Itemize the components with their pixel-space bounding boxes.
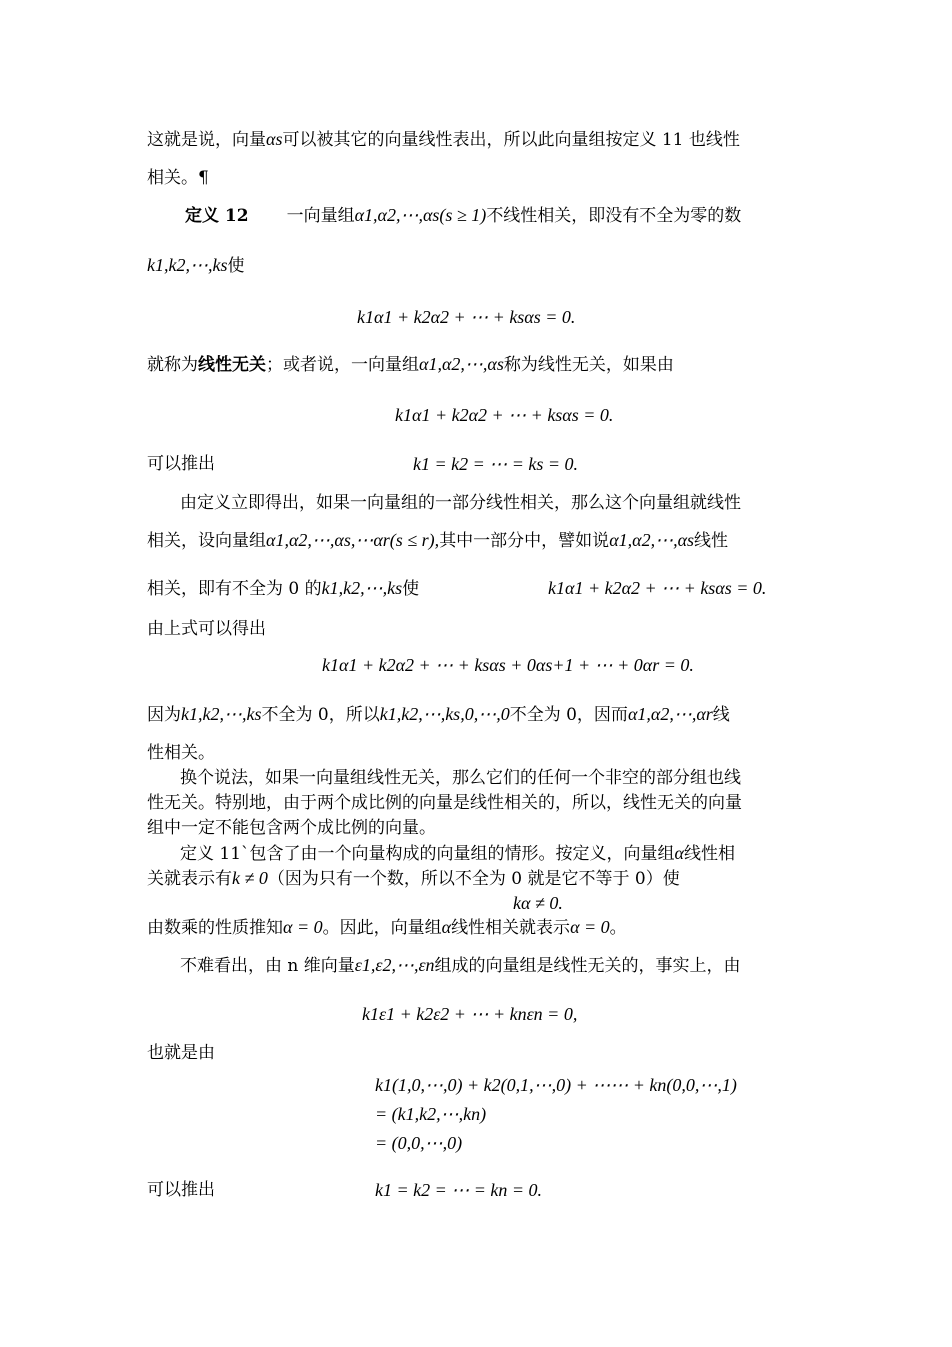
equation-7-line-1: k1(1,0,⋯,0) + k2(0,1,⋯,0) + ⋯⋯ + kn(0,0,⋯,1) xyxy=(375,1075,737,1095)
para-2-line-6: 性相关。 xyxy=(147,743,215,763)
para-2-line-5: 因为k1,k2,⋯,ks不全为 0，所以k1,k2,⋯,ks,0,⋯,0不全为 0，因而α1,α2,⋯,αr线 xyxy=(147,704,730,725)
line-deduce-1: 可以推出 xyxy=(147,454,215,474)
para-5-line-2: 也就是由 xyxy=(147,1043,215,1063)
equation-8: k1 = k2 = ⋯ = kn = 0. xyxy=(375,1180,543,1200)
definition-label: 定义 12 xyxy=(185,206,249,226)
line-linear-independent: 就称为线性无关；或者说，一向量组α1,α2,⋯,αs称为线性无关，如果由 xyxy=(147,354,674,375)
equation-6: k1ε1 + k2ε2 + ⋯ + knεn = 0, xyxy=(362,1004,578,1024)
para-2-line-3: 相关，即有不全为 0 的k1,k2,⋯,ks使 xyxy=(147,578,420,599)
para-2-line-1: 由定义立即得出，如果一向量组的一部分线性相关，那么这个向量组就线性 xyxy=(180,493,741,513)
term-linear-independent: 线性无关 xyxy=(198,355,266,375)
equation-7-line-3: = (0,0,⋯,0) xyxy=(375,1133,463,1153)
equation-inline-dependent: k1α1 + k2α2 + ⋯ + ksαs = 0. xyxy=(548,578,767,598)
para-4-line-1: 定义 11`包含了由一个向量构成的向量组的情形。按定义，向量组α线性相 xyxy=(180,843,735,864)
equation-4: k1α1 + k2α2 + ⋯ + ksαs + 0αs+1 + ⋯ + 0αr = 0. xyxy=(322,655,694,675)
para-2-line-2: 相关，设向量组α1,α2,⋯,αs,⋯αr(s ≤ r),其中一部分中，譬如说α1,α2,⋯,αs线性 xyxy=(147,530,729,551)
para-3-line-1: 换个说法，如果一向量组线性无关，那么它们的任何一个非空的部分组也线 xyxy=(180,768,741,788)
equation-3: k1 = k2 = ⋯ = ks = 0. xyxy=(413,454,579,474)
para-1-line-2: 相关。¶ xyxy=(147,168,209,188)
para-1-line-1: 这就是说，向量αs可以被其它的向量线性表出，所以此向量组按定义 11 也线性 xyxy=(147,129,740,150)
para-4-line-3: 由数乘的性质推知α = 0。因此，向量组α线性相关就表示α = 0。 xyxy=(147,917,627,938)
para-3-line-2: 性无关。特别地，由于两个成比例的向量是线性相关的，所以，线性无关的向量 xyxy=(147,793,742,813)
equation-2: k1α1 + k2α2 + ⋯ + ksαs = 0. xyxy=(395,405,614,425)
para-4-line-2: 关就表示有k ≠ 0（因为只有一个数，所以不全为 0 就是它不等于 0）使 xyxy=(147,868,680,889)
para-2-line-4: 由上式可以得出 xyxy=(147,619,266,639)
para-5-line-1: 不难看出，由 n 维向量ε1,ε2,⋯,εn组成的向量组是线性无关的，事实上，由 xyxy=(180,955,741,976)
definition-12-line-2: k1,k2,⋯,ks使 xyxy=(147,255,245,276)
equation-5: kα ≠ 0. xyxy=(513,893,563,913)
definition-12-line-1: 定义 12 一向量组α1,α2,⋯,αs(s ≥ 1)不线性相关，即没有不全为零的数 xyxy=(185,205,742,226)
equation-7-line-2: = (k1,k2,⋯,kn) xyxy=(375,1104,487,1124)
line-deduce-2: 可以推出 xyxy=(147,1180,215,1200)
equation-1: k1α1 + k2α2 + ⋯ + ksαs = 0. xyxy=(357,307,576,327)
para-3-line-3: 组中一定不能包含两个成比例的向量。 xyxy=(147,818,436,838)
